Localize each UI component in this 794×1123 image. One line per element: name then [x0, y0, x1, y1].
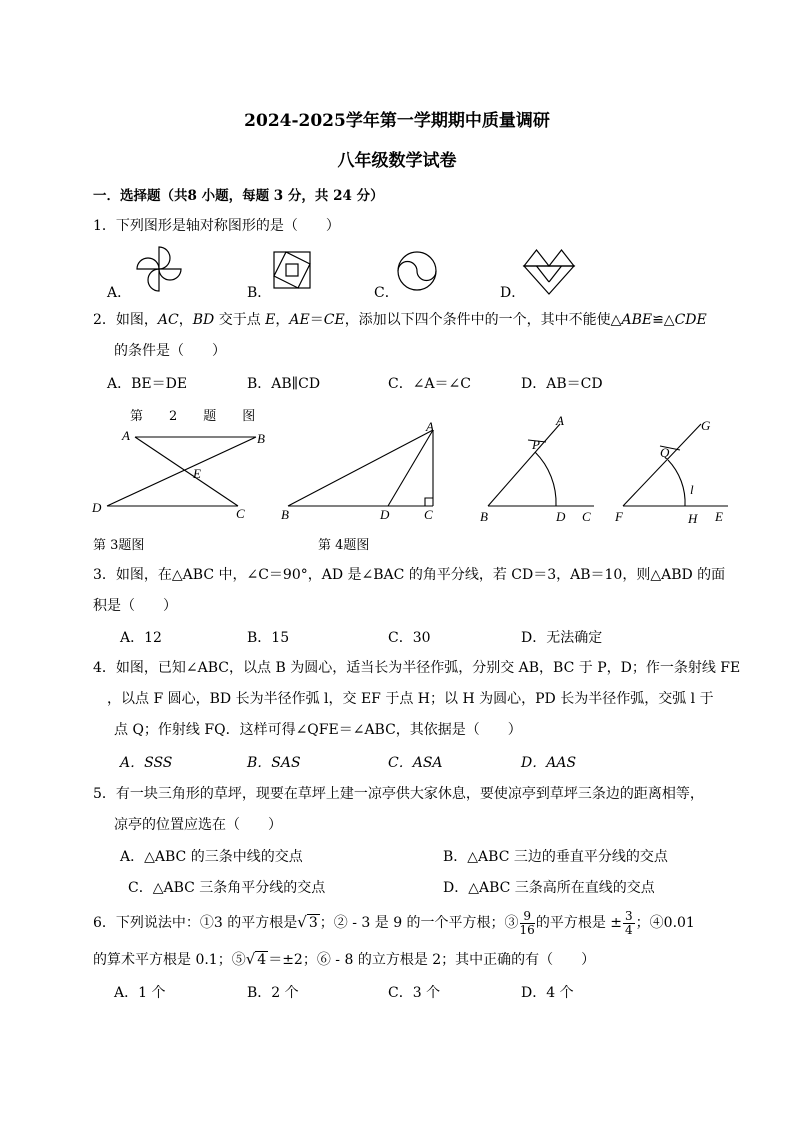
fig4b-label-e: E	[715, 509, 723, 524]
fig4a-label-p: P	[532, 437, 540, 452]
q2-option-d: D．AB＝CD	[521, 376, 603, 392]
fig4a-label-a: A	[556, 413, 564, 428]
q3-option-b: B．15	[247, 630, 290, 646]
figure-4a	[476, 410, 606, 530]
fig3-label-b: B	[281, 507, 289, 522]
q1-option-b: B．	[247, 285, 272, 301]
q1-option-a: A．	[107, 285, 132, 301]
fraction-3-4: $\frac{3}{4}$	[625, 908, 633, 937]
fig3-label-a: A	[426, 419, 434, 434]
q6-option-d: D．4 个	[521, 985, 574, 1001]
figure-4-caption: 第 4题图	[318, 538, 370, 553]
fig4b-label-f: F	[615, 509, 623, 524]
q5-option-c: C．△ABC 三条角平分线的交点	[128, 880, 326, 896]
fig4a-label-c: C	[582, 509, 591, 524]
figure-2-caption: 第 2 题 图	[130, 409, 256, 424]
q4-option-b: B．SAS	[247, 755, 301, 771]
fig2-label-c: C	[236, 506, 245, 521]
q2-option-a: A．BE＝DE	[107, 376, 188, 392]
q3-option-a: A．12	[120, 630, 162, 646]
question-6-line2: 的算术平方根是 0.1；⑤√ 4 ＝±2；⑥ - 8 的立方根是 2；其中正确的有（ ）	[93, 950, 596, 968]
exam-subtitle: 八年级数学试卷	[337, 151, 457, 171]
q6-option-c: C．3 个	[388, 985, 441, 1001]
question-4-line1: 4．如图，已知∠ABC，以点 B 为圆心，适当长为半径作弧，分别交 AB，BC 于 P，D；作一条射线 FE	[93, 660, 741, 676]
question-2-line2: 的条件是（ ）	[114, 343, 226, 359]
question-5-line1: 5．有一块三角形的草坪，现要在草坪上建一凉亭供大家休息，要使凉亭到草坪三条边的距离相等，	[93, 786, 704, 802]
question-4-line2: ，以点 F 圆心，BD 长为半径作弧 l，交 EF 于点 H；以 H 为圆心，PD 长为半径作弧，交弧 l 于	[107, 691, 714, 707]
figure-2	[88, 420, 278, 525]
fig4b-label-g: G	[701, 418, 711, 433]
figure-4b	[610, 412, 735, 530]
fig4b-label-h: H	[688, 511, 698, 526]
exam-title: 2024-2025学年第一学期期中质量调研	[244, 111, 550, 131]
q4-option-a: A．SSS	[120, 755, 173, 771]
fraction-9-16: $\frac{9}{16}$	[519, 908, 535, 937]
question-3-line2: 积是（ ）	[93, 598, 177, 614]
nested-squares-figure	[270, 248, 314, 292]
yin-yang-figure	[396, 250, 438, 292]
q6-option-a: A．1 个	[114, 985, 166, 1001]
q5-option-a: A．△ABC 的三条中线的交点	[120, 849, 303, 865]
fig4b-label-q: Q	[660, 445, 670, 460]
triangle-pattern-figure	[522, 248, 576, 296]
q1-option-c: C．	[374, 285, 399, 301]
question-4-line3: 点 Q；作射线 FQ．这样可得∠QFE＝∠ABC，其依据是（ ）	[114, 722, 522, 738]
q2-option-c: C．∠A＝∠C	[388, 376, 471, 392]
q5-option-d: D．△ABC 三条高所在直线的交点	[443, 880, 655, 896]
fig2-label-b: B	[257, 431, 265, 446]
pinwheel-figure	[133, 243, 185, 295]
fig2-label-d: D	[92, 500, 102, 515]
fig4a-label-d: D	[556, 509, 566, 524]
fig4a-label-b: B	[480, 509, 488, 524]
q5-option-b: B．△ABC 三边的垂直平分线的交点	[443, 849, 668, 865]
figure-3-caption: 第 3题图	[93, 538, 145, 553]
question-5-line2: 凉亭的位置应选在（ ）	[114, 817, 282, 833]
question-6-line1: 6．下列说法中：①3 的平方根是√ 3 ；② - 3 是 9 的一个平方根；③ $\frac{9}{16}$ 的平方根是 ± $\frac{3}{4}$ ；④0.01	[93, 908, 695, 937]
q2-option-b: B．AB∥CD	[247, 376, 321, 392]
fig3-label-d: D	[380, 507, 390, 522]
question-1-stem: 1．下列图形是轴对称图形的是（ ）	[93, 218, 340, 234]
q6-option-b: B．2 个	[247, 985, 299, 1001]
section-heading: 一．选择题（共8 小题，每题 3 分，共 24 分）	[93, 188, 384, 204]
q3-option-d: D．无法确定	[521, 630, 603, 646]
q1-option-d: D．	[500, 285, 526, 301]
fig2-label-e: E	[193, 466, 201, 481]
q4-option-c: C．ASA	[388, 755, 443, 771]
fig4b-label-l: l	[690, 482, 694, 497]
q4-option-d: D．AAS	[521, 755, 577, 771]
fig2-label-a: A	[122, 428, 130, 443]
figure-3	[278, 418, 448, 528]
question-3-line1: 3．如图，在△ABC 中，∠C＝90°，AD 是∠BAC 的角平分线，若 CD＝3，AB＝10，则△ABD 的面	[93, 567, 726, 583]
q3-option-c: C．30	[388, 630, 431, 646]
fig3-label-c: C	[424, 507, 433, 522]
question-2-line1: 2．如图，AC，BD 交于点 E，AE＝CE，添加以下四个条件中的一个，其中不能使△ABE≌△CDE	[93, 312, 707, 328]
